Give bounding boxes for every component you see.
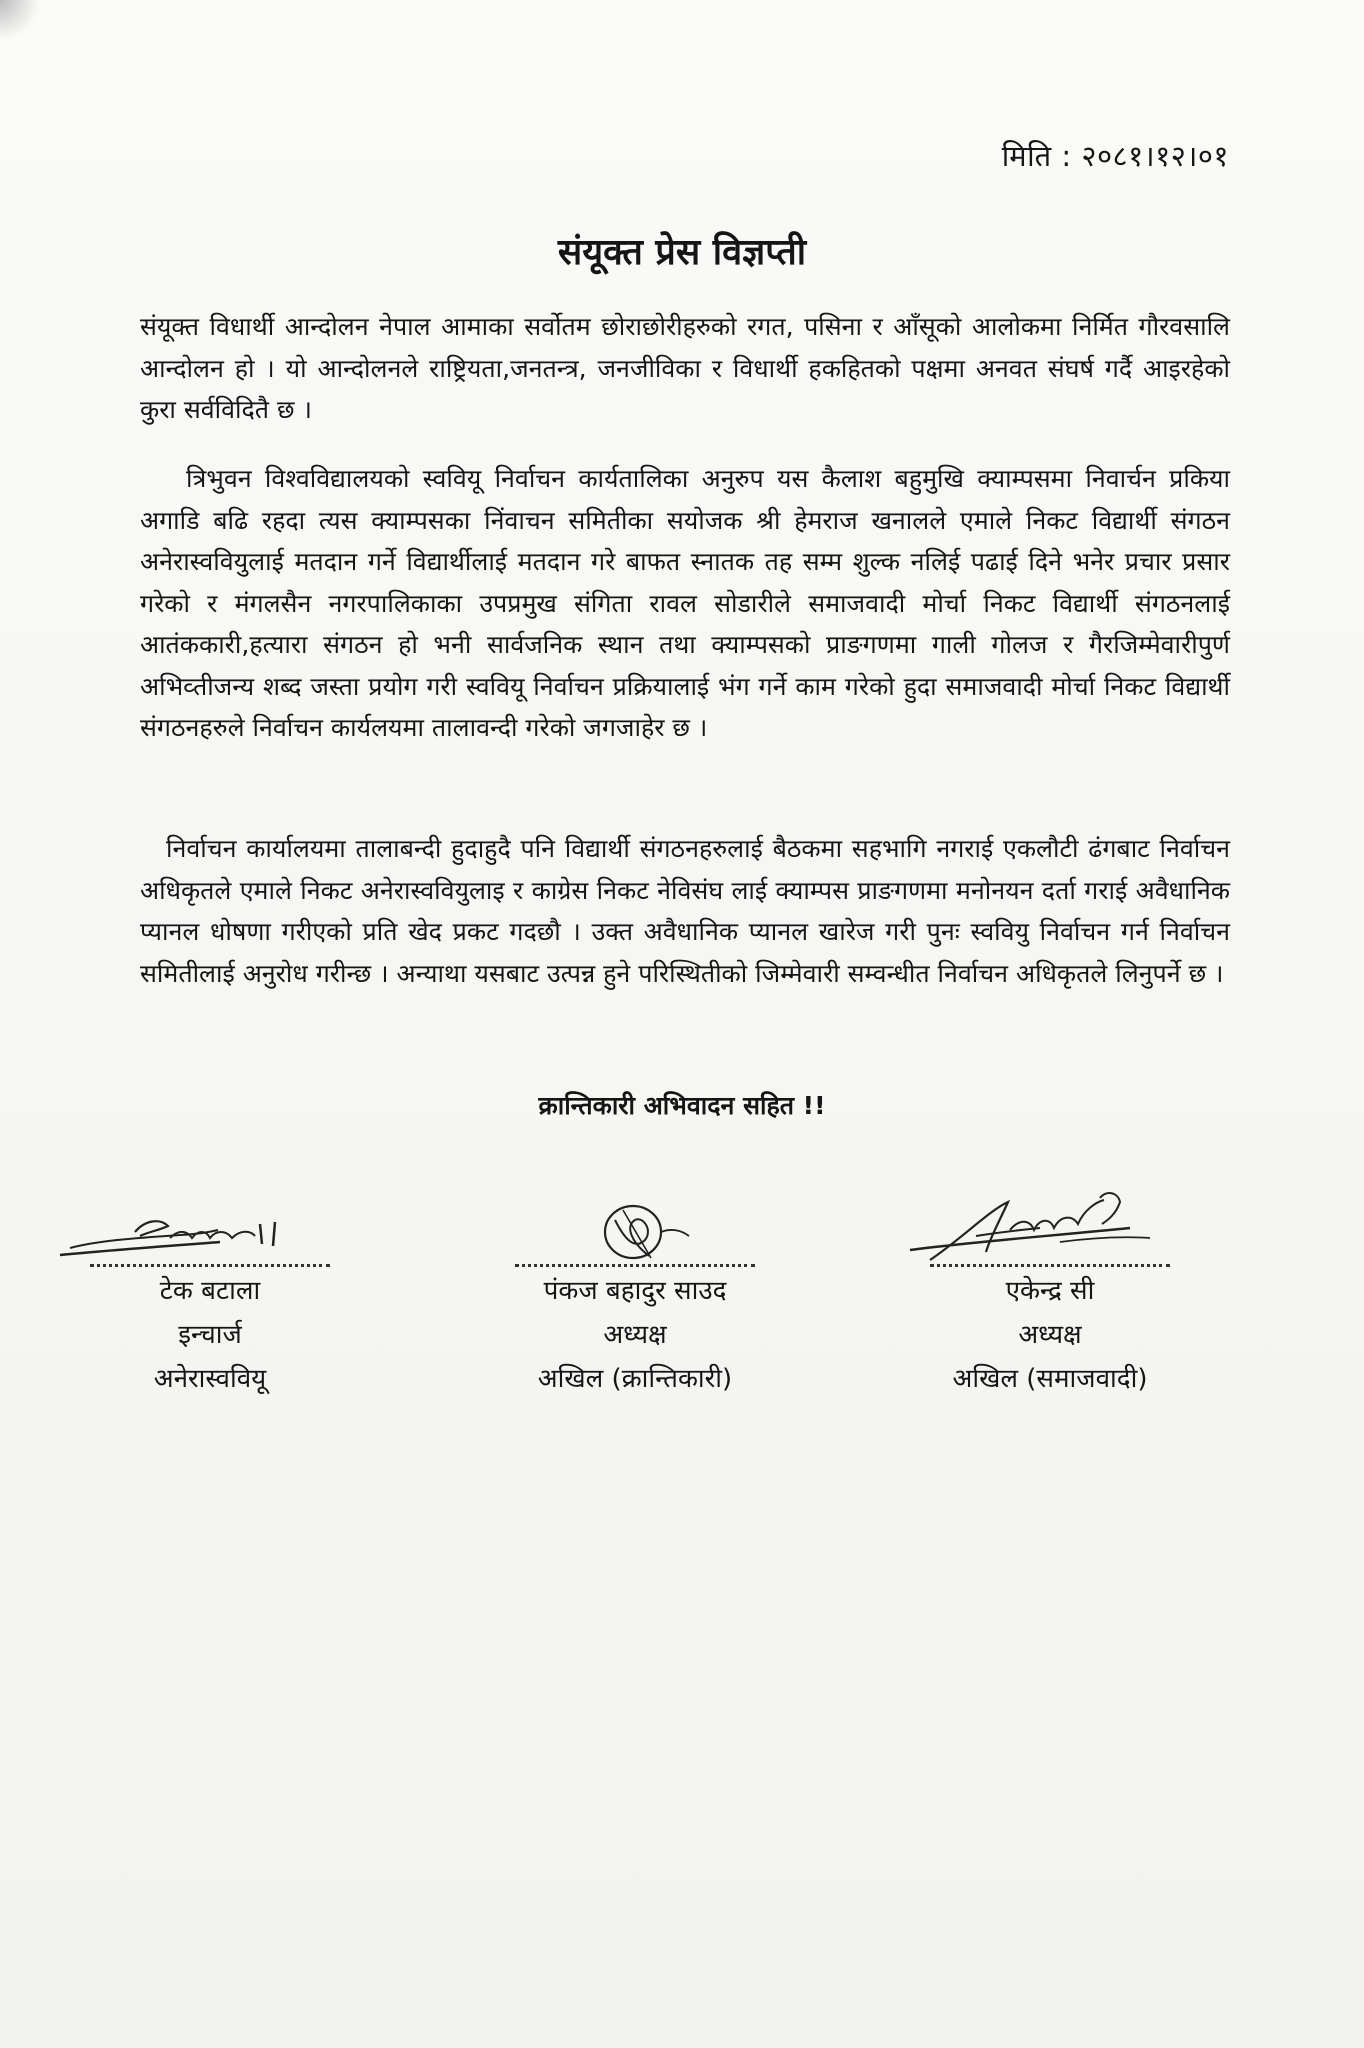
document-title: संयूक्त प्रेस विज्ञप्ती: [557, 232, 807, 273]
signatory-name-3: एकेन्द्र सी: [1005, 1276, 1095, 1306]
date-line: मिति : २०८१।१२।०१: [1001, 139, 1229, 173]
closing-salutation: क्रान्तिकारी अभिवादन सहित !!: [538, 1091, 826, 1120]
signatory-role-1: इन्चार्ज: [178, 1320, 242, 1350]
corner-shadow: [0, 0, 40, 40]
signatory-role-2: अध्यक्ष: [603, 1320, 667, 1350]
signature-block-1: [40, 1180, 380, 1399]
signature-mark-3: [890, 1180, 1210, 1270]
signature-dotted-line-3: [930, 1264, 1170, 1267]
signatory-org-1: अनेरास्ववियू: [153, 1364, 267, 1394]
signature-dotted-line-2: [515, 1264, 755, 1267]
signatory-name-1: टेक बटाला: [159, 1276, 261, 1306]
signature-mark-1: [50, 1180, 370, 1270]
signature-block-2: [465, 1180, 805, 1399]
paragraph-3: निर्वाचन कार्यालयमा तालाबन्दी हुदाहुदै पनि विद्यार्थी संगठनहरुलाई बैठकमा सहभागि नगराई एकलौटी ढंगबाट निर्वाचन अधिकृतले एमाले निकट अनेरास्ववियुलाइ र काग्रेस निकट नेविसंघ लाई क्याम्पस प्राङगणमा मनोनयन दर्ता गराई अवैधानिक प्यानल धोषणा गरीएको प्रति खेद प्रकट गदछौ । उक्त अवैधानिक प्यानल खारेज गरी पुनः स्ववियु निर्वाचन गर्न निर्वाचन समितीलाई अनुरोध गरीन्छ । अन्याथा यसबाट उत्पन्न हुने परिस्थितीको जिम्मेवारी सम्वन्धीत निर्वाचन अधिकृतले लिनुपर्ने छ ।: [140, 834, 1230, 988]
signatory-org-3: अखिल (समाजवादी): [952, 1364, 1148, 1394]
paragraph-2: त्रिभुवन विश्वविद्यालयको स्ववियू निर्वाचन कार्यतालिका अनुरुप यस कैलाश बहुमुखि क्याम्पसमा निवार्चन प्रकिया अगाडि बढि रहदा त्यस क्याम्पसका निंवाचन समितीका सयोजक श्री हेमराज खनालले एमाले निकट विद्यार्थी संगठन अनेरास्ववियुलाई मतदान गर्ने विद्यार्थीलाई मतदान गरे बाफत स्नातक तह सम्म शुल्क नलिई पढाई दिने भनेर प्रचार प्रसार गरेको र मंगलसैन नगरपालिकाका उपप्रमुख संगिता रावल सोडारीले समाजवादी मोर्चा निकट विद्यार्थी संगठनलाई आतंककारी,हत्यारा संगठन हो भनी सार्वजनिक स्थान तथा क्याम्पसको प्राङगणमा गाली गोलज र गैरजिम्मेवारीपुर्ण अभिव्तीजन्य शब्द जस्ता प्रयोग गरी स्ववियू निर्वाचन प्रक्रियालाई भंग गर्ने काम गरेको हुदा समाजवादी मोर्चा निकट विद्यार्थी संगठनहरुले निर्वाचन कार्यलयमा तालावन्दी गरेको जगजाहेर छ ।: [140, 464, 1230, 742]
paragraph-1: संयूक्त विधार्थी आन्दोलन नेपाल आमाका सर्वोतम छोराछोरीहरुको रगत, पसिना र आँसूको आलोकमा निर्मित गौरवसालि आन्दोलन हो । यो आन्दोलनले राष्ट्रियता,जनतन्त्र, जनजीविका र विधार्थी हकहितको पक्षमा अनवत संघर्ष गर्दै आइरहेको कुरा सर्वविदितै छ ।: [140, 312, 1230, 424]
signatory-org-2: अखिल (क्रान्तिकारी): [537, 1364, 733, 1394]
signatory-name-2: पंकज बहादुर साउद: [543, 1276, 727, 1306]
signature-block-3: [880, 1180, 1220, 1399]
signature-dotted-line-1: [90, 1264, 330, 1267]
signatory-role-3: अध्यक्ष: [1018, 1320, 1082, 1350]
signature-mark-2: [475, 1180, 795, 1270]
